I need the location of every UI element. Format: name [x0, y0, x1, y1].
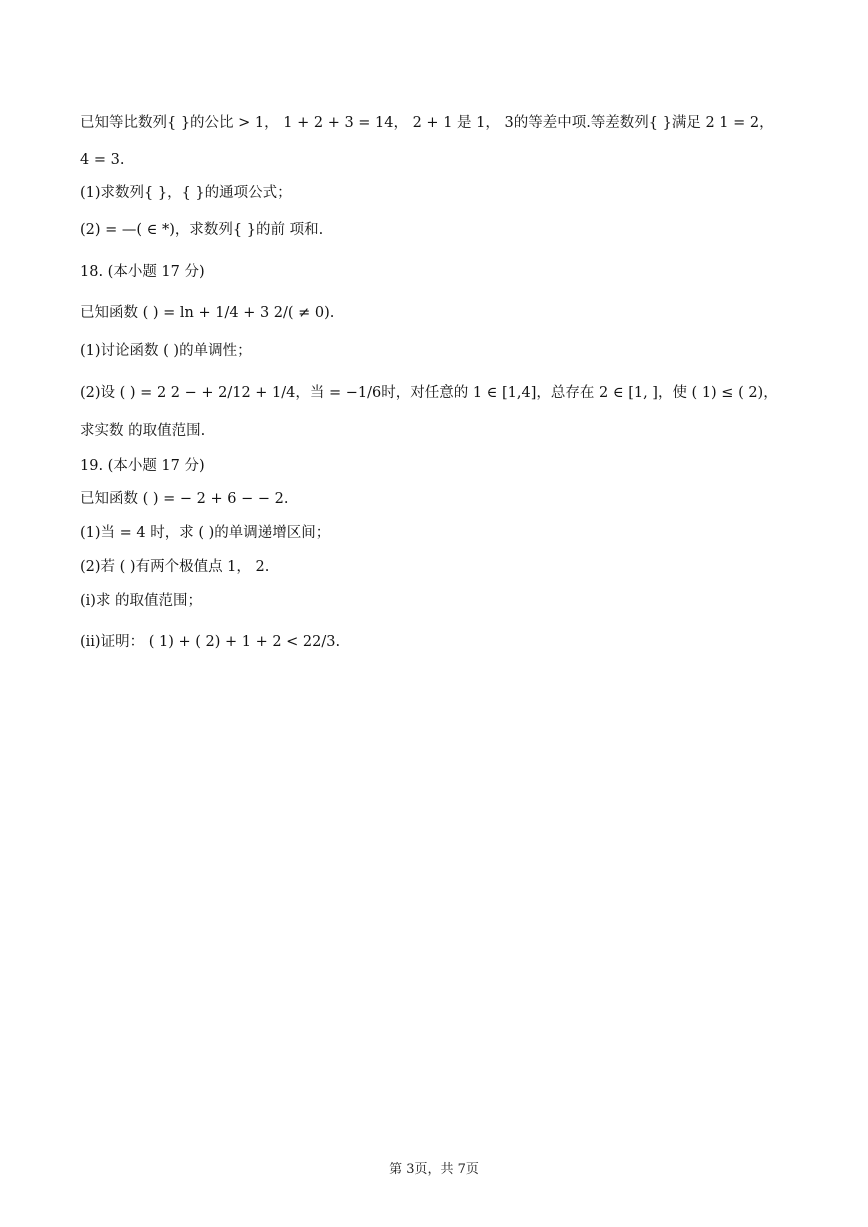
- problem-17-stem-line-1: 已知等比数列{ }的公比 > 1， 1 + 2 + 3 = 14， 2 + 1 是 1， 3的等差中项.等差数列{ }满足 2 1 = 2，: [80, 115, 774, 131]
- problem-18-part-2-line-2: 求实数 的取值范围.: [80, 423, 206, 439]
- problem-18-part-1: (1)讨论函数 ( )的单调性；: [80, 343, 252, 359]
- problem-18-part-2-line-1: (2)设 ( ) = 2 2 − + 2/12 + 1/4，当 = −1/6时，对任意的 1 ∈ [1,4]，总存在 2 ∈ [1, ]，使 ( 1) ≤ ( 2)，: [80, 385, 778, 401]
- problem-17-part-1: (1)求数列{ }，{ }的通项公式；: [80, 185, 292, 201]
- problem-19-heading: 19. (本小题 17 分): [80, 458, 205, 474]
- problem-18-stem: 已知函数 ( ) = ln + 1/4 + 3 2/( ≠ 0).: [80, 305, 335, 321]
- page-number-footer: 第 3页，共 7页: [389, 1162, 479, 1177]
- problem-17-stem-line-2: 4 = 3.: [80, 152, 125, 168]
- problem-19-part-2-ii: (ii)证明： ( 1) + ( 2) + 1 + 2 < 22/3.: [80, 634, 341, 650]
- problem-19-part-1: (1)当 = 4 时，求 ( )的单调递增区间；: [80, 525, 331, 541]
- problem-17-part-2: (2) = —( ∈ *)，求数列{ }的前 项和.: [80, 222, 324, 238]
- problem-19-stem: 已知函数 ( ) = − 2 + 6 − − 2.: [80, 491, 289, 507]
- problem-19-part-2-i: (i)求 的取值范围；: [80, 593, 203, 609]
- problem-19-part-2: (2)若 ( )有两个极值点 1， 2.: [80, 559, 270, 575]
- problem-18-heading: 18. (本小题 17 分): [80, 264, 205, 280]
